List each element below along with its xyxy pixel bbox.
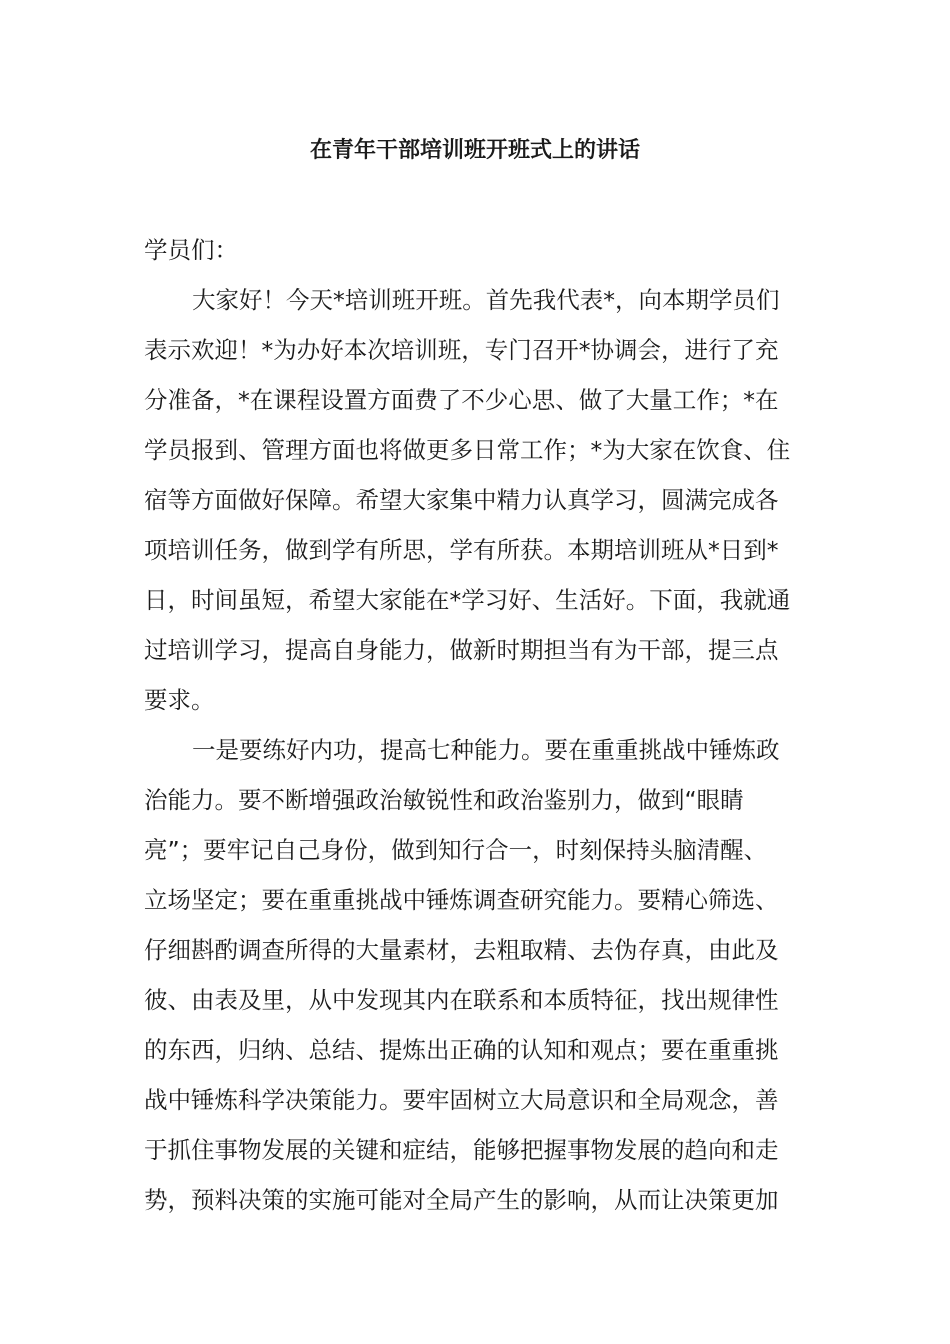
paragraph-line: 大家好！今天*培训班开班。首先我代表*，向本期学员们 [192,286,780,314]
salutation: 学员们： [144,236,238,264]
paragraph-line: 学员报到、管理方面也将做更多日常工作；*为大家在饮食、住 [144,436,791,464]
paragraph-line: 彼、由表及里，从中发现其内在联系和本质特征，找出规律性 [144,986,779,1014]
paragraph-line: 过培训学习，提高自身能力，做新时期担当有为干部，提三点 [144,636,779,664]
paragraph-line: 要求。 [144,686,215,714]
paragraph-line: 的东西，归纳、总结、提炼出正确的认知和观点；要在重重挑 [144,1036,779,1064]
paragraph-line: 日，时间虽短，希望大家能在*学习好、生活好。下面，我就通 [144,586,791,614]
paragraph-line: 一是要练好内功，提高七种能力。要在重重挑战中锤炼政 [192,736,780,764]
paragraph-line: 于抓住事物发展的关键和症结，能够把握事物发展的趋向和走 [144,1136,779,1164]
paragraph-line: 项培训任务，做到学有所思，学有所获。本期培训班从*日到* [144,536,779,564]
paragraph-line: 势，预料决策的实施可能对全局产生的影响，从而让决策更加 [144,1186,779,1214]
paragraph-line: 分准备，*在课程设置方面费了不少心思、做了大量工作；*在 [144,386,779,414]
paragraph-line: 仔细斟酌调查所得的大量素材，去粗取精、去伪存真，由此及 [144,936,779,964]
paragraph-line: 治能力。要不断增强政治敏锐性和政治鉴别力，做到“眼睛 [144,786,744,814]
paragraph-line: 战中锤炼科学决策能力。要牢固树立大局意识和全局观念，善 [144,1086,779,1114]
paragraph-line: 表示欢迎！*为办好本次培训班，专门召开*协调会，进行了充 [144,336,779,364]
paragraph-line: 亮”；要牢记自己身份，做到知行合一，时刻保持头脑清醒、 [144,836,768,864]
paragraph-line: 宿等方面做好保障。希望大家集中精力认真学习，圆满完成各 [144,486,779,514]
paragraph-line: 立场坚定；要在重重挑战中锤炼调查研究能力。要精心筛选、 [144,886,779,914]
document-title: 在青年干部培训班开班式上的讲话 [309,138,640,163]
